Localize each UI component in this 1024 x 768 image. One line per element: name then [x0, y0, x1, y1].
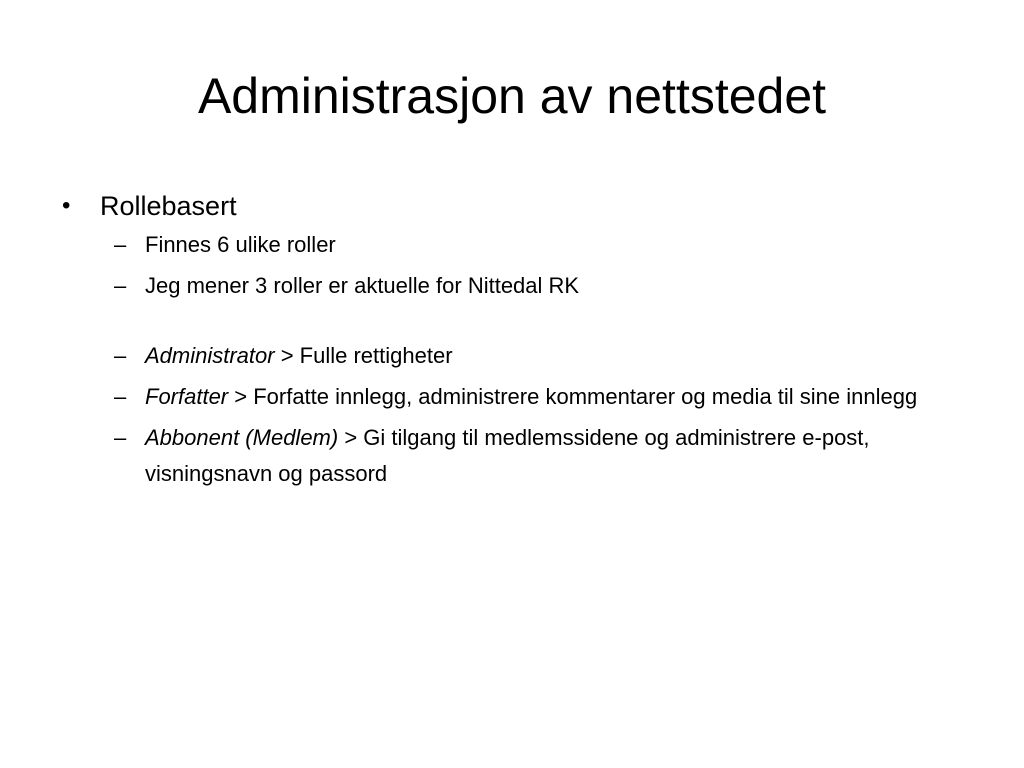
role-description: > Fulle rettigheter	[274, 343, 453, 368]
sub-bullet-aktuelle	[60, 268, 960, 304]
bullet-marker: •	[62, 192, 71, 219]
dash-marker: –	[114, 425, 127, 450]
dash-marker: –	[114, 343, 127, 368]
dash-marker: –	[114, 384, 127, 409]
sub-bullet-roller	[60, 227, 960, 263]
role-name: Abbonent (Medlem)	[145, 425, 339, 450]
sub-bullet-text: Jeg mener 3 roller er aktuelle for Nittedal RK	[145, 273, 580, 298]
role-name: Forfatter	[145, 384, 229, 409]
sub-bullet-text: Finnes 6 ulike roller	[145, 232, 336, 257]
dash-marker: –	[114, 273, 127, 298]
bullet-rollebasert	[60, 186, 960, 226]
dash-marker: –	[114, 232, 127, 257]
sub-bullet-forfatter	[60, 379, 960, 415]
bullet-text: Rollebasert	[100, 191, 237, 221]
role-name: Administrator	[145, 343, 275, 368]
slide-content	[60, 186, 960, 497]
role-description: > Gi tilgang til medlemssidene og administrere e-post, visningsnavn og passord	[145, 425, 870, 486]
sub-bullet-administrator	[60, 338, 960, 374]
sub-bullet-abbonent	[60, 420, 960, 492]
slide-title: Administrasjon av nettstedet	[197, 68, 827, 124]
role-description: > Forfatte innlegg, administrere kommentarer og media til sine innlegg	[228, 384, 918, 409]
